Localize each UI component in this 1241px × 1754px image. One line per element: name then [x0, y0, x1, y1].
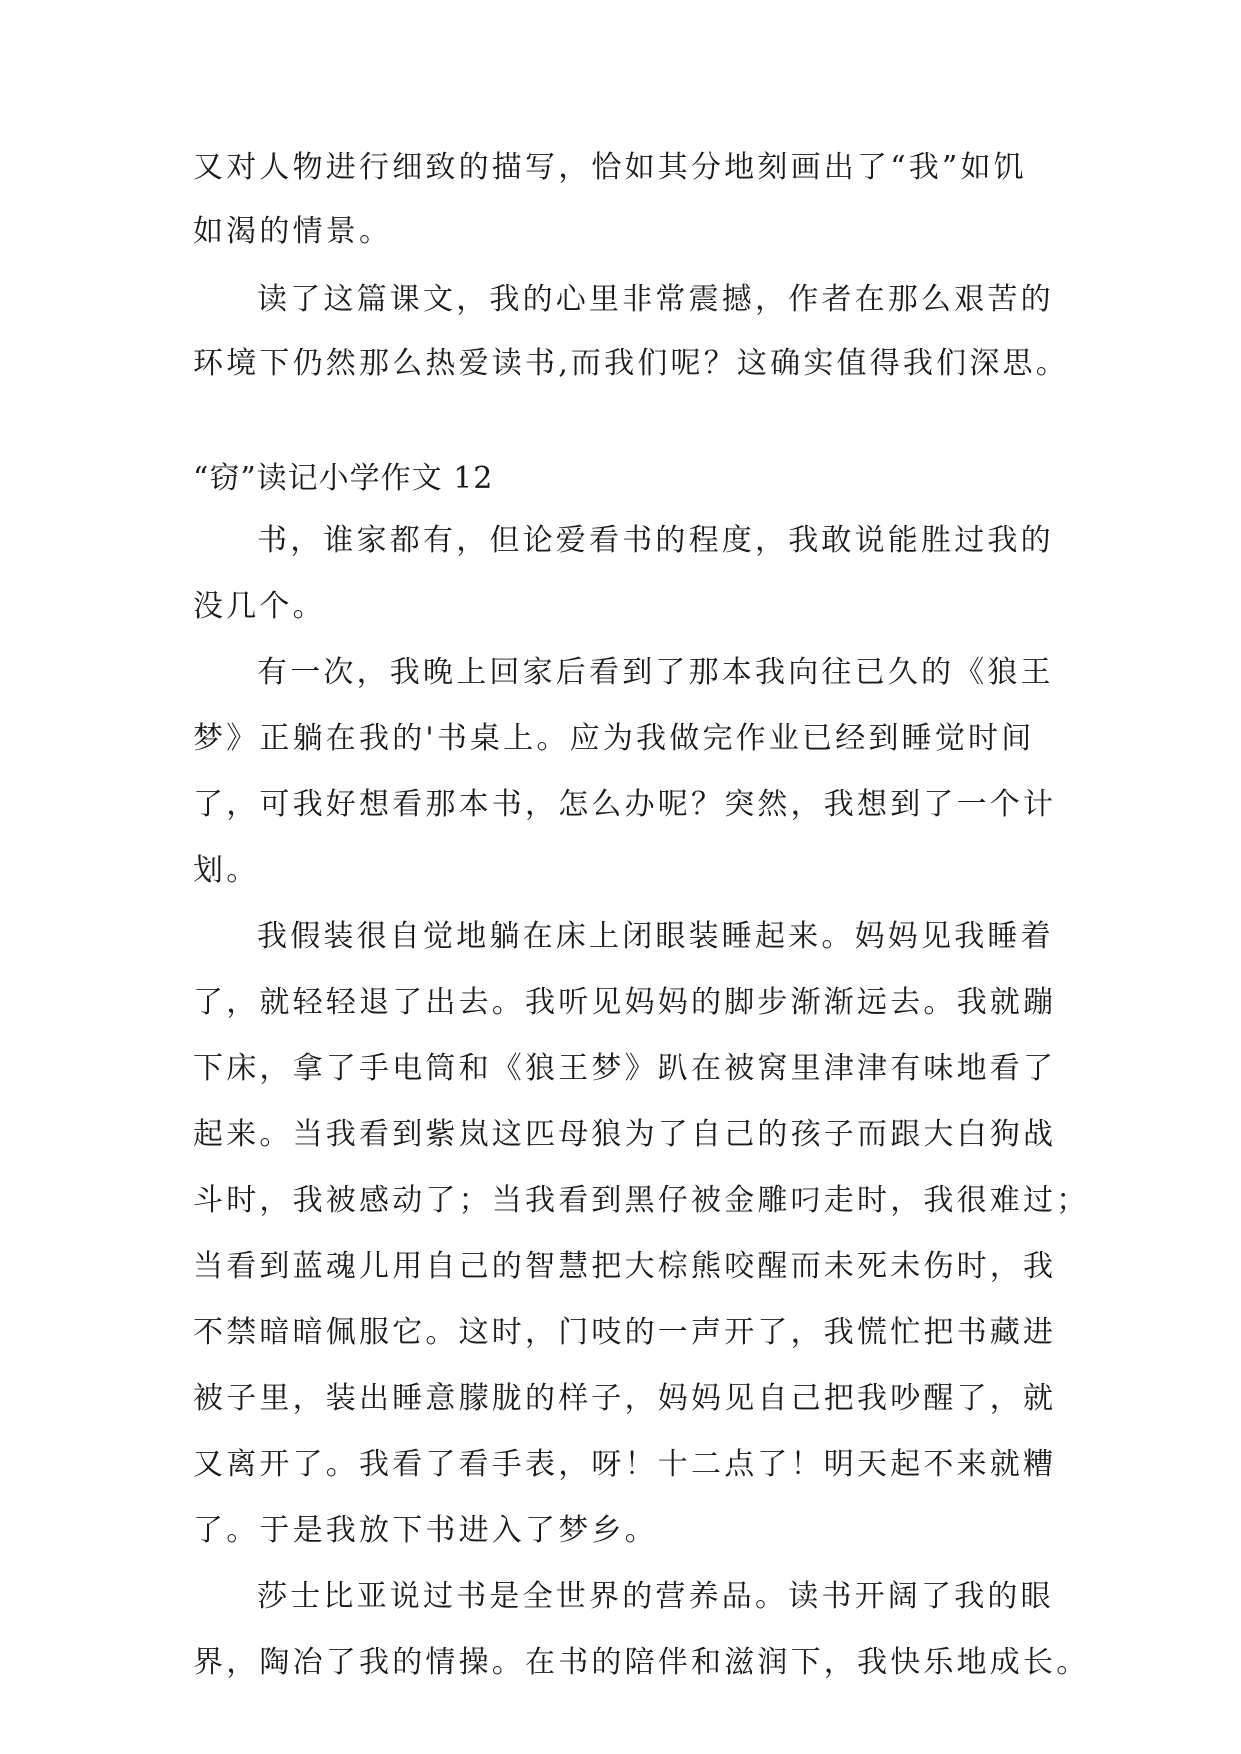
- text-line: 斗时，我被感动了；当我看到黑仔被金雕叼走时，我很难过；: [193, 1183, 1090, 1218]
- text-line: 了，就轻轻退了出去。我听见妈妈的脚步渐渐远去。我就蹦: [193, 985, 1057, 1020]
- paragraph-start-line: 读了这篇课文，我的心里非常震撼，作者在那么艰苦的: [257, 282, 1054, 317]
- text-line: 梦》正躺在我的'书桌上。应为我做完作业已经到睡觉时间: [193, 721, 1035, 756]
- text-line: 又离开了。我看了看手表，呀！十二点了！明天起不来就糟: [193, 1447, 1057, 1482]
- text-line: 当看到蓝魂儿用自己的智慧把大棕熊咬醒而未死未伤时，我: [193, 1249, 1057, 1284]
- paragraph-start-line: 有一次，我晚上回家后看到了那本我向往已久的《狼王: [257, 655, 1054, 690]
- paragraph-start-line: 书，谁家都有，但论爱看书的程度，我敢说能胜过我的: [257, 523, 1054, 558]
- text-line: 没几个。: [193, 589, 326, 624]
- paragraph-start-line: 我假装很自觉地躺在床上闭眼装睡起来。妈妈见我睡着: [257, 919, 1054, 954]
- section-title: “窃”读记小学作文 12: [193, 461, 494, 496]
- text-line: 又对人物进行细致的描写，恰如其分地刻画出了“我”如饥: [193, 150, 1027, 185]
- text-line: 如渴的情景。: [193, 214, 393, 249]
- paragraph-start-line: 莎士比亚说过书是全世界的营养品。读书开阔了我的眼: [257, 1579, 1054, 1614]
- text-line: 被子里，装出睡意朦胧的样子，妈妈见自己把我吵醒了，就: [193, 1381, 1057, 1416]
- text-line: 不禁暗暗佩服它。这时，门吱的一声开了，我慌忙把书藏进: [193, 1315, 1057, 1350]
- text-line: 了。于是我放下书进入了梦乡。: [193, 1513, 658, 1548]
- text-line: 环境下仍然那么热爱读书,而我们呢？这确实值得我们深思。: [193, 346, 1069, 381]
- text-line: 界，陶冶了我的情操。在书的陪伴和滋润下，我快乐地成长。: [193, 1645, 1090, 1680]
- text-line: 下床，拿了手电筒和《狼王梦》趴在被窝里津津有味地看了: [193, 1051, 1057, 1086]
- text-line: 划。: [193, 853, 260, 888]
- text-line: 了，可我好想看那本书，怎么办呢？突然，我想到了一个计: [193, 787, 1057, 822]
- text-line: 起来。当我看到紫岚这匹母狼为了自己的孩子而跟大白狗战: [193, 1117, 1057, 1152]
